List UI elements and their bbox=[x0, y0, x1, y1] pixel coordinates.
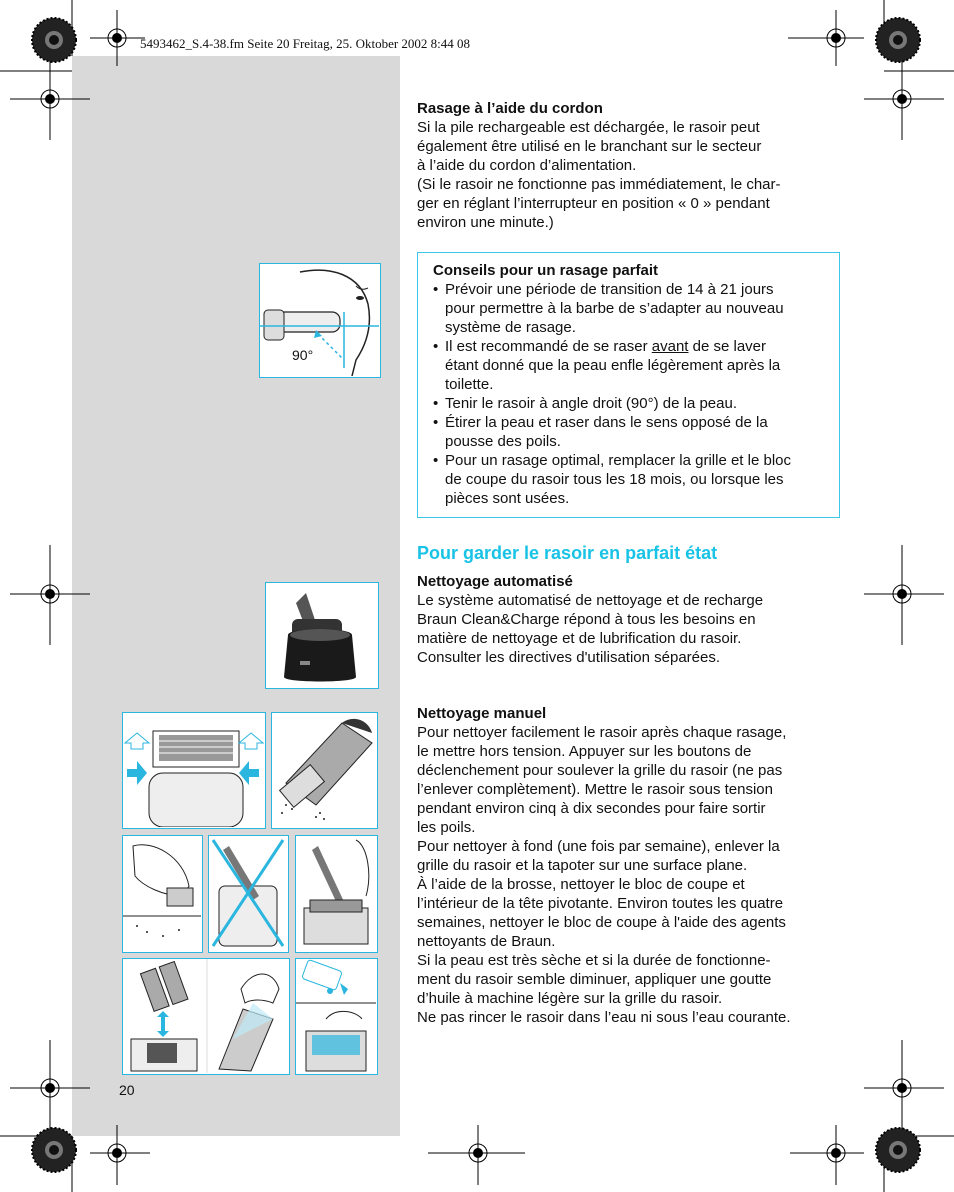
cord-line: environ une minute.) bbox=[417, 214, 554, 231]
tip-line: Pour un rasage optimal, remplacer la grille et le bloc bbox=[445, 452, 792, 469]
tip-line bbox=[445, 337, 833, 356]
care-heading: Pour garder le rasoir en parfait état bbox=[417, 543, 718, 563]
manual-line: déclenchement pour soulever la grille du rasoir (ne pas bbox=[417, 762, 783, 779]
tip-line: Étirer la peau et raser dans le sens opposé de la bbox=[445, 414, 768, 431]
release-buttons-figure bbox=[122, 712, 266, 829]
tip-item bbox=[433, 394, 833, 413]
manual-line: Pour nettoyer à fond (une fois par semaine), enlever la bbox=[417, 838, 780, 855]
auto-cleaning-section bbox=[417, 572, 837, 667]
tip-line: système de rasage. bbox=[445, 319, 576, 336]
tip-item bbox=[433, 413, 833, 451]
manual-line: À l’aide de la brosse, nettoyer le bloc de coupe et bbox=[417, 876, 745, 893]
remove-cutter-figure bbox=[122, 958, 290, 1075]
manual-cleaning-section bbox=[417, 704, 842, 1027]
tip-text: Il est recommandé de se raser bbox=[445, 338, 652, 355]
bullet-icon: • bbox=[433, 414, 439, 431]
tip-line: de coupe du rasoir tous les 18 mois, ou lorsque les bbox=[445, 471, 784, 488]
shaver-on-figure bbox=[271, 712, 378, 829]
tip-line: pièces sont usées. bbox=[445, 490, 570, 507]
cord-line: Si la pile rechargeable est déchargée, le rasoir peut bbox=[417, 119, 760, 136]
cord-line: à l’aide du cordon d’alimentation. bbox=[417, 157, 637, 174]
tip-item bbox=[433, 337, 833, 394]
tip-line: Tenir le rasoir à angle droit (90°) de la peau. bbox=[445, 395, 737, 412]
tip-text: de se laver bbox=[688, 338, 767, 355]
cord-line: également être utilisé en le branchant sur le secteur bbox=[417, 138, 762, 155]
tip-line: toilette. bbox=[445, 376, 494, 393]
auto-cleaning-title: Nettoyage automatisé bbox=[417, 573, 573, 590]
manual-line: grille du rasoir et la tapoter sur une surface plane. bbox=[417, 857, 748, 874]
page-number: 20 bbox=[119, 1082, 135, 1098]
manual-line: Ne pas rincer le rasoir dans l’eau ni sous l’eau courante. bbox=[417, 1009, 791, 1026]
auto-line: Consulter les directives d'utilisation séparées. bbox=[417, 649, 721, 666]
cord-line: (Si le rasoir ne fonctionne pas immédiatement, le char- bbox=[417, 176, 781, 193]
tip-item bbox=[433, 451, 833, 508]
auto-line: matière de nettoyage et de lubrification du rasoir. bbox=[417, 630, 742, 647]
tip-item bbox=[433, 280, 833, 337]
oil-foil-figure bbox=[295, 958, 378, 1075]
tip-line: pour permettre à la barbe de s’adapter au nouveau bbox=[445, 300, 784, 317]
manual-line: ment du rasoir semble diminuer, appliquer une goutte bbox=[417, 971, 772, 988]
bullet-icon: • bbox=[433, 281, 439, 298]
brush-cutter-figure bbox=[295, 835, 378, 953]
cord-section-title: Rasage à l’aide du cordon bbox=[417, 100, 603, 117]
tap-foil-figure bbox=[122, 835, 203, 953]
auto-line: Braun Clean&Charge répond à tous les besoins en bbox=[417, 611, 756, 628]
bullet-icon: • bbox=[433, 395, 439, 412]
manual-line: l’enlever complètement). Mettre le rasoir sous tension bbox=[417, 781, 773, 798]
manual-line: le mettre hors tension. Appuyer sur les boutons de bbox=[417, 743, 752, 760]
manual-line: Si la peau est très sèche et si la durée de fonctionne- bbox=[417, 952, 771, 969]
do-not-brush-foil-figure bbox=[208, 835, 289, 953]
manual-line: les poils. bbox=[417, 819, 476, 836]
tip-line: pousse des poils. bbox=[445, 433, 561, 450]
manual-line: l’intérieur de la tête pivotante. Environ toutes les quatre bbox=[417, 895, 784, 912]
angle-label: 90° bbox=[292, 347, 314, 363]
auto-line: Le système automatisé de nettoyage et de recharge bbox=[417, 592, 764, 609]
tips-content bbox=[433, 261, 833, 508]
manual-line: Pour nettoyer facilement le rasoir après chaque rasage, bbox=[417, 724, 787, 741]
tip-emphasis: avant bbox=[651, 338, 689, 355]
clean-charge-figure bbox=[265, 582, 379, 689]
manual-line: d’huile à machine légère sur la grille du rasoir. bbox=[417, 990, 723, 1007]
tip-line: étant donné que la peau enfle légèrement après la bbox=[445, 357, 781, 374]
tip-line: Prévoir une période de transition de 14 à 21 jours bbox=[445, 281, 774, 298]
bullet-icon: • bbox=[433, 452, 439, 469]
print-slug-line: 5493462_S.4-38.fm Seite 20 Freitag, 25. Oktober 2002 8:44 08 bbox=[140, 36, 471, 51]
cord-section bbox=[417, 99, 837, 232]
manual-line: semaines, nettoyer le bloc de coupe à l'aide des agents bbox=[417, 914, 786, 931]
tips-title: Conseils pour un rasage parfait bbox=[433, 262, 659, 279]
manual-line: pendant environ cinq à dix secondes pour faire sortir bbox=[417, 800, 766, 817]
manual-cleaning-title: Nettoyage manuel bbox=[417, 705, 547, 722]
bullet-icon: • bbox=[433, 338, 439, 355]
manual-line: nettoyants de Braun. bbox=[417, 933, 556, 950]
cord-line: ger en réglant l’interrupteur en position « 0 » pendant bbox=[417, 195, 770, 212]
shaving-angle-figure bbox=[259, 263, 381, 378]
